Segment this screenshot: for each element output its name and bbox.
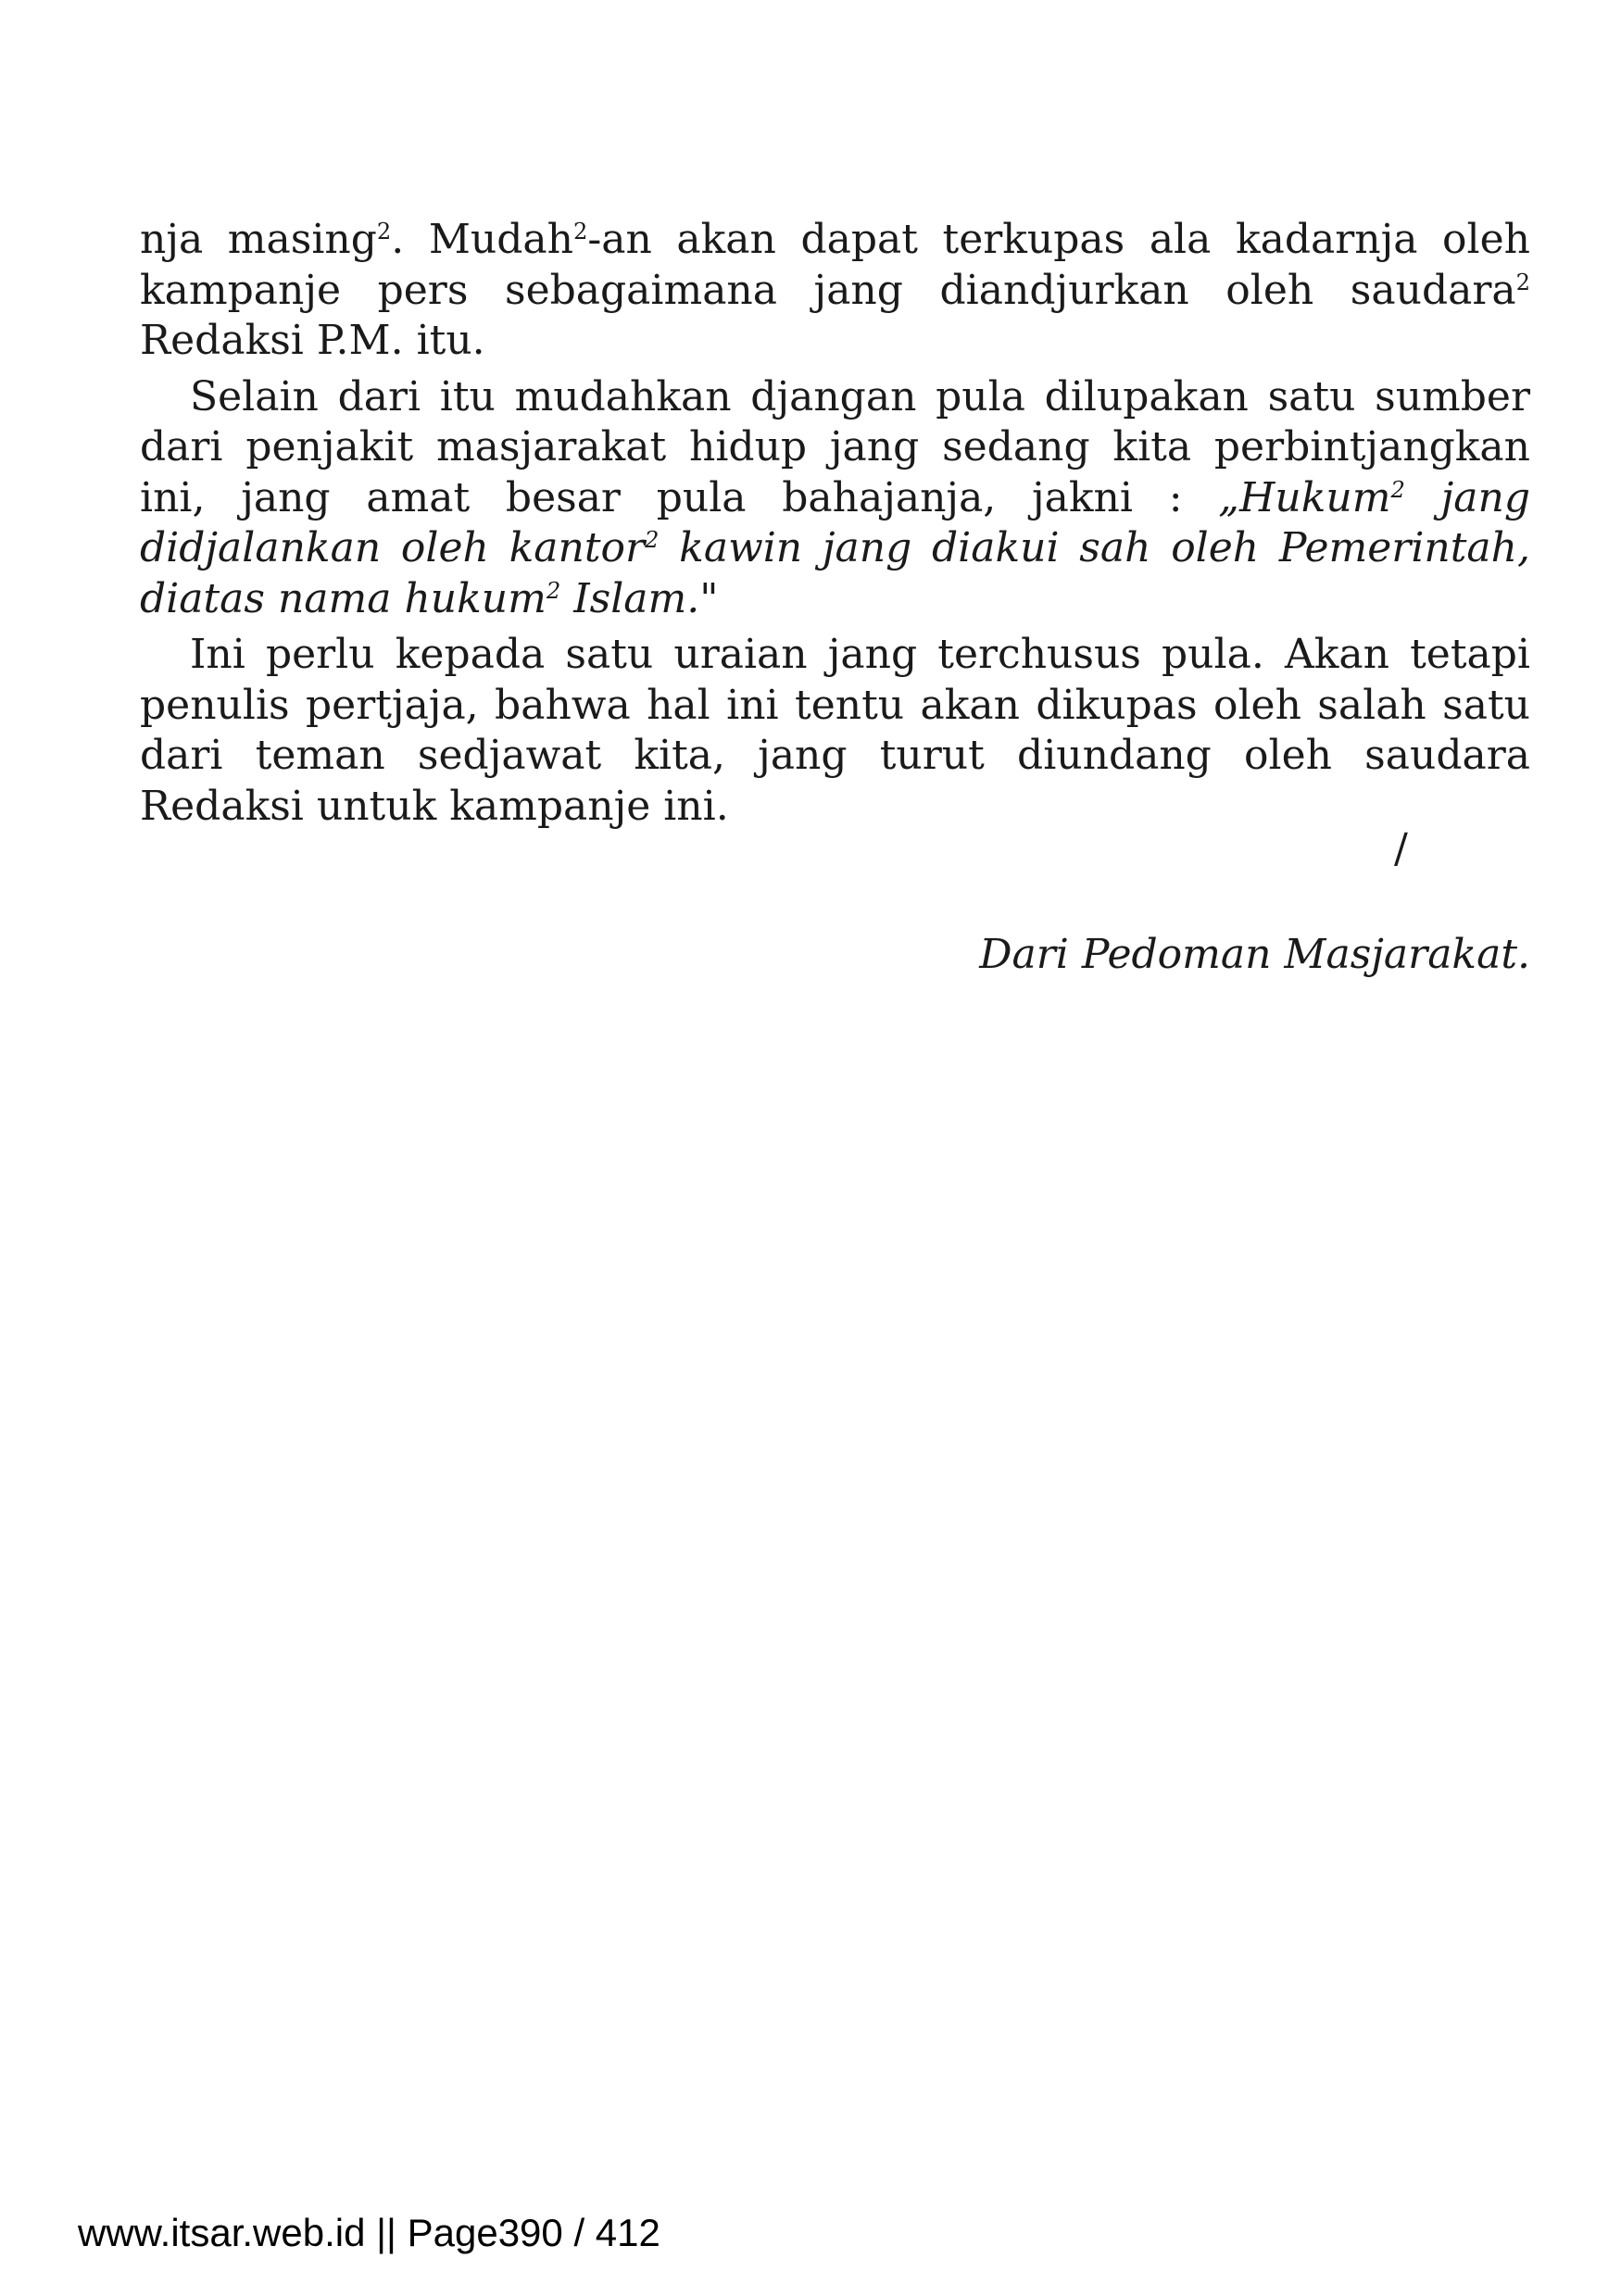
document-body	[140, 215, 1530, 837]
superscript-2: 2	[546, 577, 561, 604]
superscript-2: 2	[376, 219, 392, 245]
paragraph-2-text: Selain dari itu mudahkan djangan pula dilupakan satu sumber dari penjakit masjarakat hidup jang sedang kita perbintjangkan ini, jang amat besar pula bahajanja, jakni :	[140, 372, 1530, 521]
page-footer: www.itsar.web.id || Page390 / 412	[78, 2211, 660, 2254]
superscript-2: 2	[1515, 269, 1530, 295]
slash-mark: /	[1394, 825, 1408, 872]
quote-text-b: jang didjalankan oleh kantor	[140, 473, 1531, 571]
paragraph-1	[140, 215, 1530, 367]
closing-quote-mark: "	[699, 574, 719, 622]
paragraph-1-text-c: -an akan dapat terkupas ala kadarnja oleh kampanje pers sebagaimana jang diandjurkan oleh saudara	[140, 216, 1530, 314]
superscript-2: 2	[1390, 476, 1405, 503]
paragraph-1-text-a: nja masing	[140, 216, 377, 263]
superscript-2: 2	[645, 527, 660, 553]
quote-text-d: Islam.	[560, 574, 700, 622]
paragraph-1-text-b: . Mudah	[391, 216, 573, 263]
paragraph-2	[140, 372, 1530, 625]
source-attribution: Dari Pedoman Masjarakat.	[979, 931, 1530, 978]
paragraph-3: Ini perlu kepada satu uraian jang terchusus pula. Akan tetapi penulis pertjaja, bahwa hal ini tentu akan dikupas oleh salah satu dari teman sedjawat kita, jang turut diundang oleh saudara Redaksi untuk kampanje ini.	[140, 631, 1530, 830]
quote-text-a: „Hukum	[1218, 473, 1391, 521]
superscript-2: 2	[573, 219, 588, 245]
paragraph-1-text-d: Redaksi P.M. itu.	[140, 317, 485, 364]
quote-text-c: kawin jang diakui sah oleh Pemerintah, diatas nama hukum	[140, 524, 1530, 622]
